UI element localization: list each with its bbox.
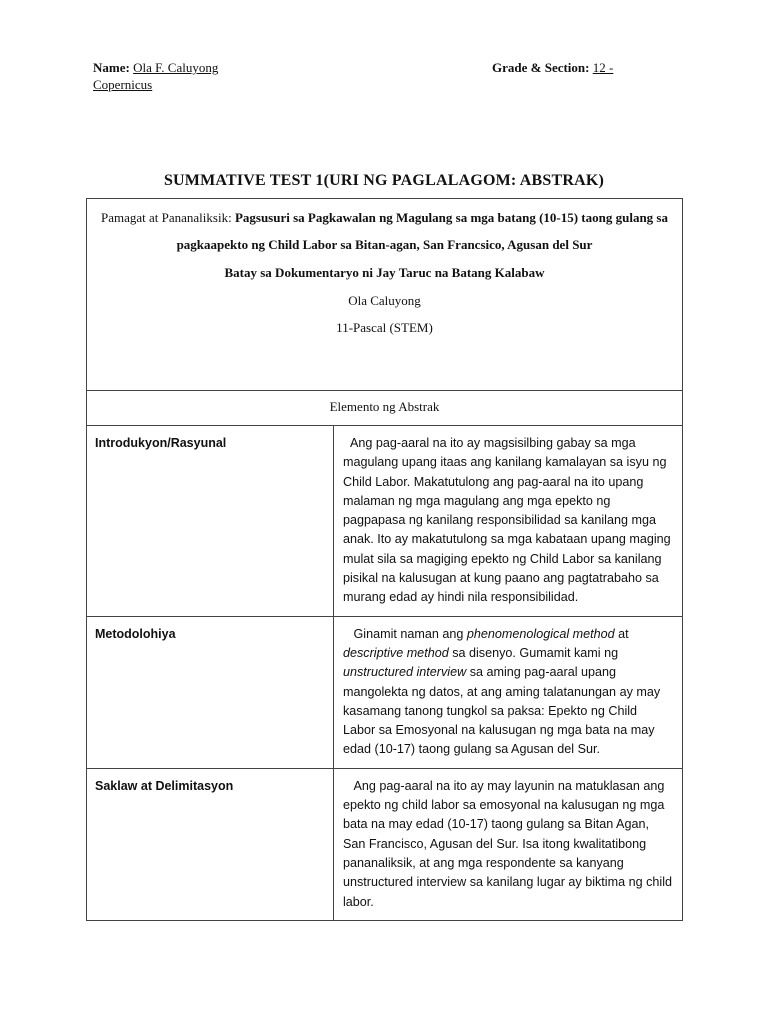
section-value: Copernicus (93, 77, 153, 92)
method-text-7: sa aming pag-aaral upang mangolekta ng datos, at ang aming talatanungan ay may kasamang tanong tungkol sa paksa: Epekto ng Child Labor sa Emosyonal na kalusugan ng mga bata na may edad (10-17) taong gulang sa Agusan del Sur. (343, 665, 661, 757)
research-title (99, 209, 670, 226)
research-title-part3: Batay sa Dokumentaryo ni Jay Taruc na Batang Kalabaw (224, 265, 545, 280)
row-text (334, 426, 683, 617)
research-info-row (87, 199, 683, 391)
row-label: Saklaw at Delimitasyon (87, 768, 334, 920)
row-text (334, 768, 683, 920)
method-text-3: at (614, 626, 629, 641)
method-text-5: sa disenyo. Gumamit kami ng (448, 645, 619, 660)
grade-value: 12 - (592, 60, 614, 75)
author-section: 11-Pascal (STEM) (336, 320, 433, 335)
method-text-4: descriptive method (343, 645, 449, 660)
elements-heading: Elemento ng Abstrak (87, 391, 683, 426)
method-text-2: phenomenological method (466, 626, 615, 641)
elements-heading-row (87, 391, 683, 426)
scope-text: Ang pag-aaral na ito ay may layunin na matuklasan ang epekto ng child labor sa emosyonal na kalusugan ng mga bata na may edad (10-17) taong gulang sa Bitan Agan, San Francisco, Agusan del Sur. Isa itong kwalitatibong pananaliksik, at ang mga respondente sa kanyang unstructured interview sa kanilang lugar ay biktima ng child labor. (343, 778, 673, 909)
name-field (93, 59, 493, 93)
table-row (87, 768, 683, 920)
intro-text: Ang pag-aaral na ito ay magsisilbing gabay sa mga magulang upang itaas ang kanilang kamalayan sa isyu ng Child Labor. Makatutulong ang pag-aaral na ito upang malaman ng mga magulang ang mga epekto ng pagpapasa ng kanilang responsibilidad sa kanilang mga anak. Ito ay makatutulong sa mga kabataan upang maging mulat sila sa magiging epekto ng Child Labor sa kanilang pisikal na kalusugan at kung paano ang pagtatrabaho sa murang edad ay hindi nila responsibilidad. (343, 436, 671, 605)
research-title-part2: pagkaapekto ng Child Labor sa Bitan-agan, San Francsico, Agusan del Sur (176, 237, 593, 252)
research-title-part1: Pagsusuri sa Pagkawalan ng Magulang sa mga batang (10-15) taong gulang sa (234, 210, 668, 225)
author-name: Ola Caluyong (348, 293, 421, 308)
table-row (87, 426, 683, 617)
research-info-cell (87, 199, 683, 391)
row-label: Metodolohiya (87, 616, 334, 768)
row-label: Introdukyon/Rasyunal (87, 426, 334, 617)
name-label: Name: (93, 60, 130, 75)
method-text-6: unstructured interview (343, 665, 467, 680)
grade-label: Grade & Section: (492, 60, 590, 75)
research-title-label: Pamagat at Pananaliksik: (101, 210, 232, 225)
abstract-table (86, 198, 683, 921)
page-title: SUMMATIVE TEST 1(URI NG PAGLALAGOM: ABSTRAK) (163, 172, 605, 189)
table-row (87, 616, 683, 768)
row-text (334, 616, 683, 768)
name-value: Ola F. Caluyong (133, 60, 219, 75)
method-text-1: Ginamit naman ang (353, 626, 467, 641)
grade-section-field (492, 59, 613, 76)
